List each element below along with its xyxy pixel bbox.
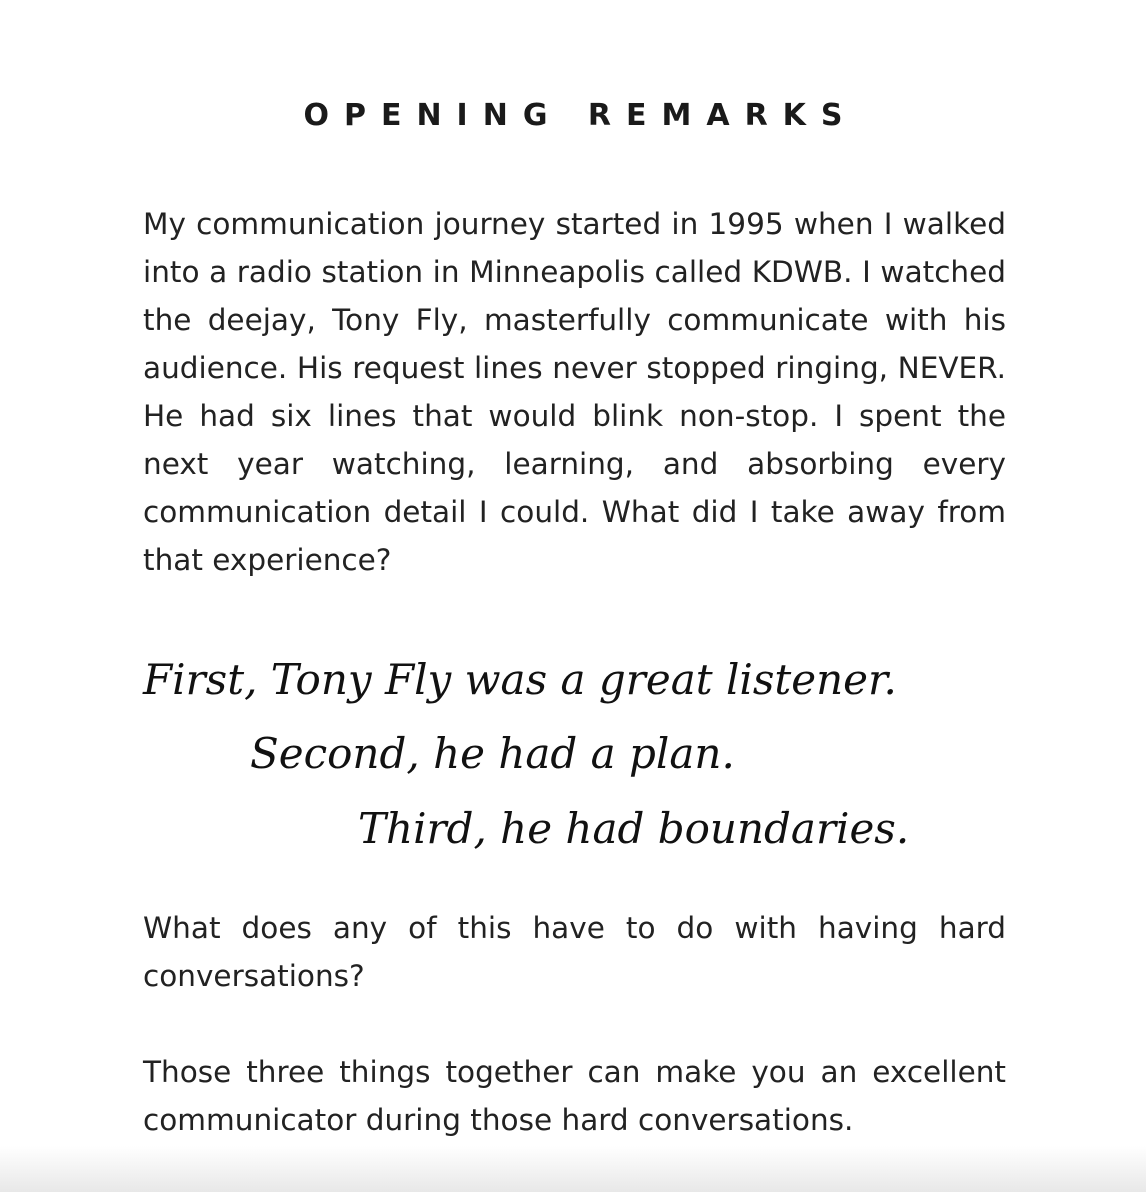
- question-paragraph: What does any of this have to do with having hard conversations?: [143, 911, 1006, 993]
- conclusion-paragraph: Those three things together can make you an excellent communicator during those hard conversations.: [143, 1055, 1006, 1137]
- script-line-second: Second, he had a plan.: [250, 729, 735, 778]
- page-bottom-shadow: [0, 1146, 1146, 1192]
- section-heading: OPENING REMARKS: [303, 98, 858, 133]
- script-line-first: First, Tony Fly was a great listener.: [143, 655, 897, 704]
- script-line-third: Third, he had boundaries.: [358, 804, 910, 853]
- intro-paragraph: My communication journey started in 1995 when I walked into a radio station in Minneapolis called KDWB. I watched the deejay, Tony Fly, masterfully communicate with his audience. His request lines never stopped ringing, NEVER. He had six lines that would blink non-stop. I spent the next year watching, learning, and absorbing every communication detail I could. What did I take away from that experience?: [143, 207, 1006, 577]
